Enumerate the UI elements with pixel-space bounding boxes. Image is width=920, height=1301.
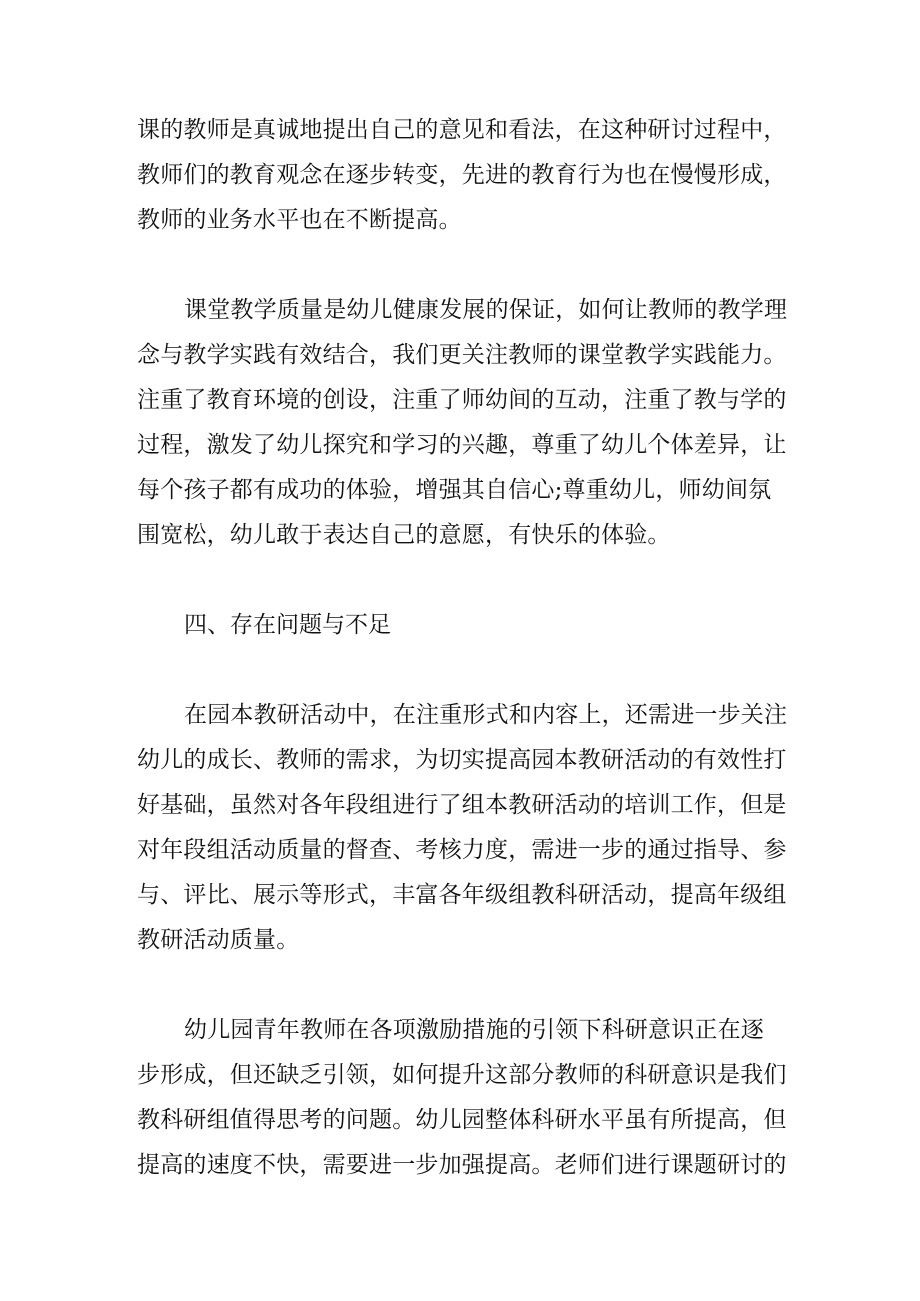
- text-line: 幼儿园青年教师在各项激励措施的引领下科研意识正在逐: [184, 1017, 764, 1043]
- text-line: 教研活动质量。: [137, 927, 300, 953]
- document-body: [137, 108, 787, 1188]
- text-line: 幼儿的成长、教师的需求，为切实提高园本教研活动的有效性打: [137, 747, 787, 773]
- text-line: 课堂教学质量是幼儿健康发展的保证，如何让教师的教学理: [184, 297, 788, 323]
- text-line: 提高的速度不快，需要进一步加强提高。老师们进行课题研讨的: [137, 1152, 787, 1178]
- paragraph-spacer: [137, 648, 787, 693]
- text-line: 念与教学实践有效结合，我们更关注教师的课堂教学实践能力。: [137, 342, 787, 368]
- paragraph-2: [137, 288, 787, 558]
- paragraph-3: [137, 693, 787, 963]
- paragraph-spacer: [137, 963, 787, 1008]
- paragraph-4: [137, 1008, 787, 1188]
- text-line: 过程，激发了幼儿探究和学习的兴趣，尊重了幼儿个体差异，让: [137, 432, 787, 458]
- text-line: 在园本教研活动中，在注重形式和内容上，还需进一步关注: [184, 702, 788, 728]
- text-line: 步形成，但还缺乏引领，如何提升这部分教师的科研意识是我们: [137, 1062, 787, 1088]
- text-line: 好基础，虽然对各年段组进行了组本教研活动的培训工作，但是: [137, 792, 787, 818]
- text-line: 围宽松，幼儿敢于表达自己的意愿，有快乐的体验。: [137, 522, 671, 548]
- text-line: 注重了教育环境的创设，注重了师幼间的互动，注重了教与学的: [137, 387, 787, 413]
- text-line: 对年段组活动质量的督查、考核力度，需进一步的通过指导、参: [137, 837, 787, 863]
- text-line: 与、评比、展示等形式，丰富各年级组教科研活动，提高年级组: [137, 882, 787, 908]
- paragraph-1: [137, 108, 787, 243]
- paragraph-spacer: [137, 558, 787, 603]
- section-heading: 四、存在问题与不足: [184, 612, 391, 638]
- text-line: 每个孩子都有成功的体验，增强其自信心;尊重幼儿，师幼间氛: [137, 477, 772, 503]
- paragraph-spacer: [137, 243, 787, 288]
- text-line: 教师们的教育观念在逐步转变，先进的教育行为也在慢慢形成，: [137, 162, 787, 188]
- text-line: 教师的业务水平也在不断提高。: [137, 207, 462, 233]
- text-line: 教科研组值得思考的问题。幼儿园整体科研水平虽有所提高，但: [137, 1107, 787, 1133]
- text-line: 课的教师是真诚地提出自己的意见和看法，在这种研讨过程中，: [137, 117, 787, 143]
